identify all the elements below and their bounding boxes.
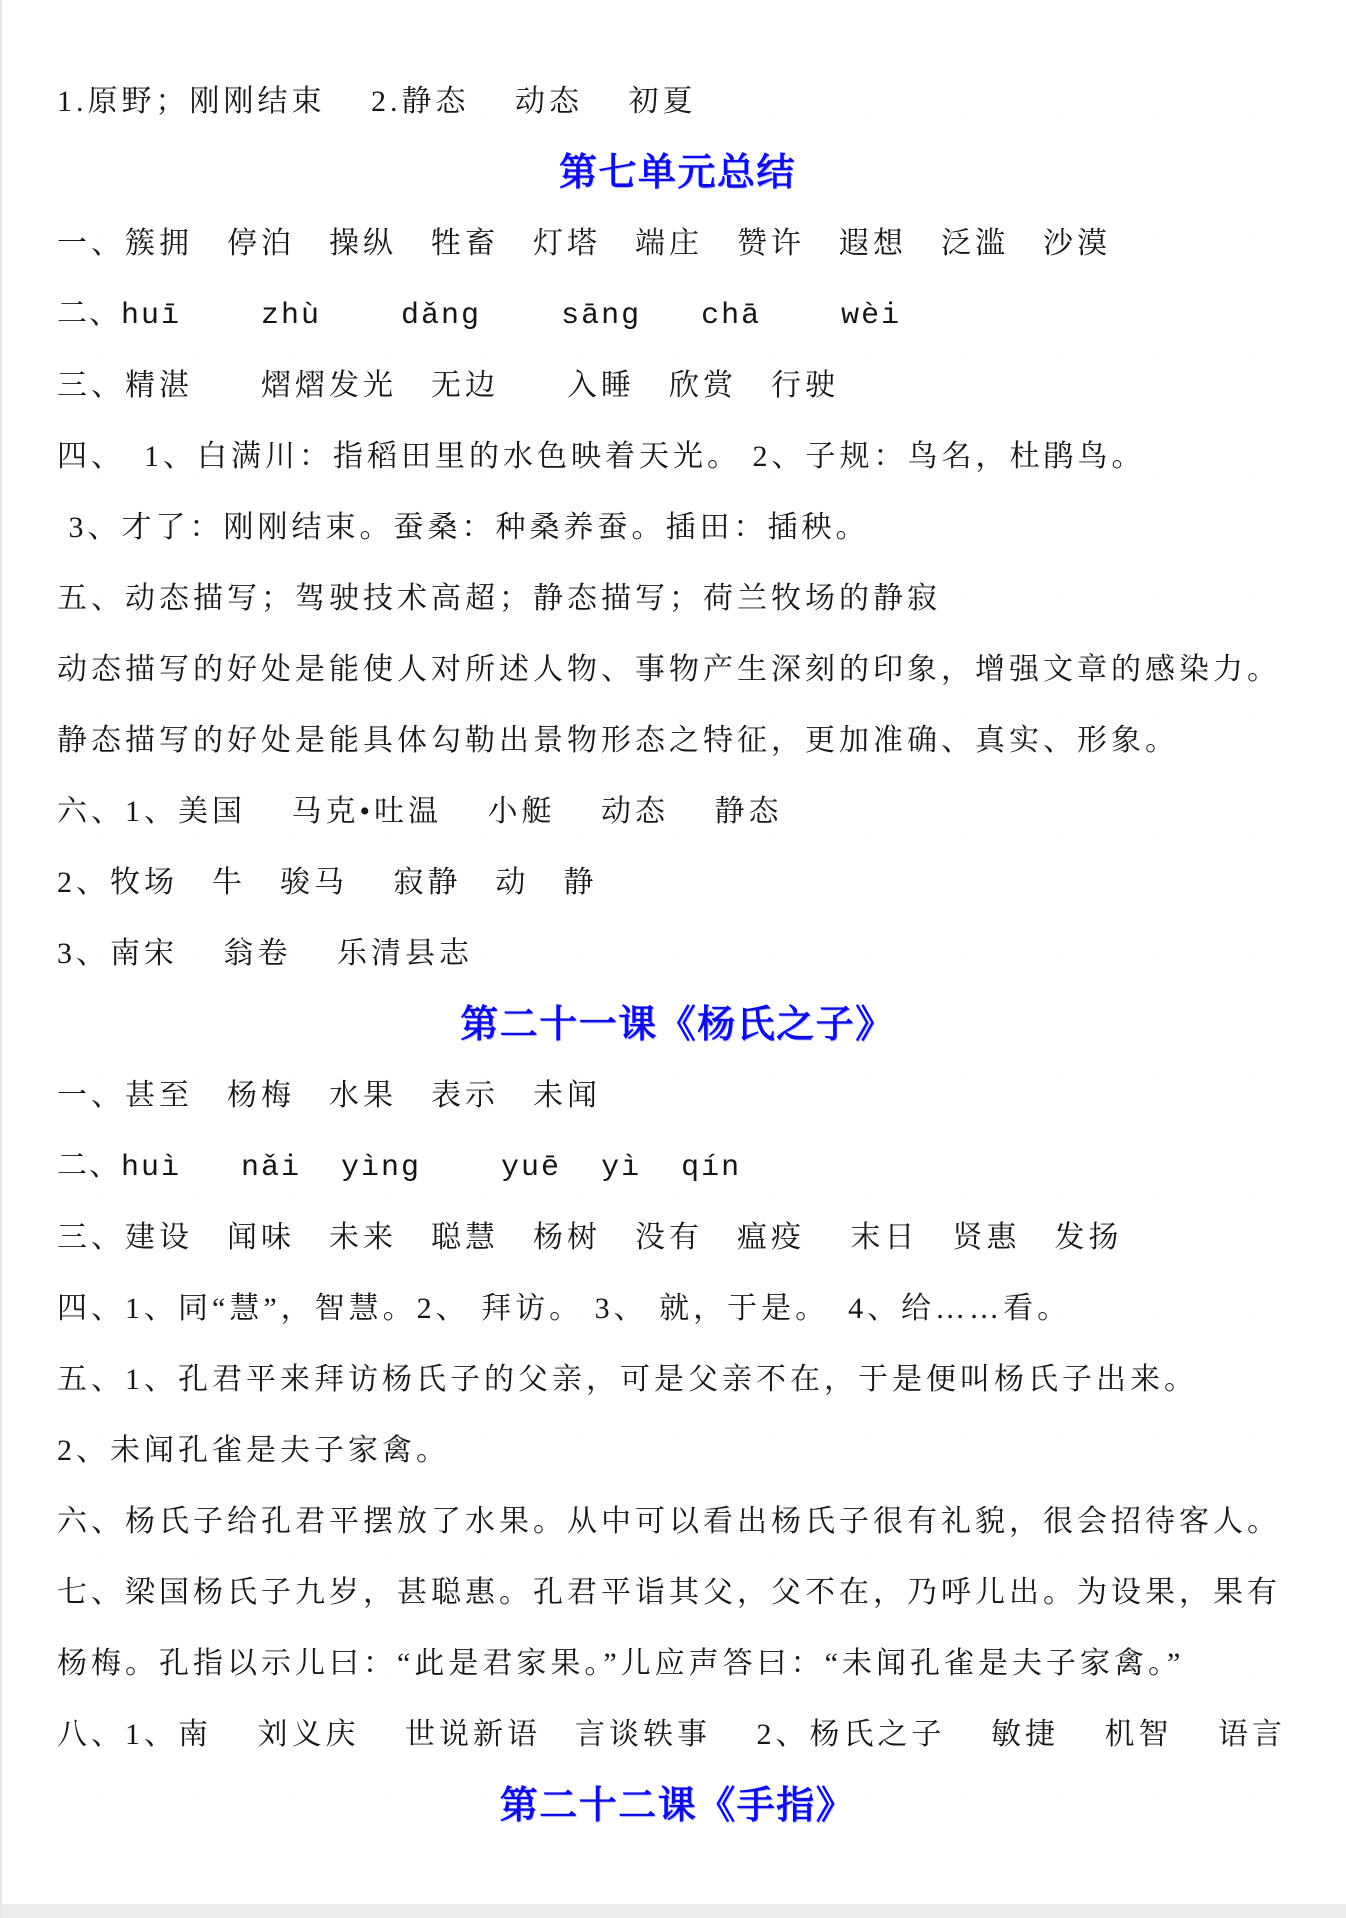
answer-line: 八、1、南 刘义庆 世说新语 言谈轶事 2、杨氏之子 敏捷 机智 语言 <box>57 1717 1286 1751</box>
answer-line: 六、1、美国 马克•吐温 小艇 动态 静态 <box>57 794 783 828</box>
document-body <box>2 0 1346 1837</box>
answer-line: 五、1、孔君平来拜访杨氏子的父亲，可是父亲不在，于是便叫杨氏子出来。 <box>57 1362 1198 1396</box>
answer-line: 三、建设 闻味 未来 聪慧 杨树 没有 瘟疫 末日 贤惠 发扬 <box>57 1220 1123 1254</box>
answer-line: 四、1、同“慧”，智慧。2、 拜访。 3、 就，于是。 4、给……看。 <box>57 1291 1072 1325</box>
answer-line: 杨梅。孔指以示儿曰：“此是君家果。”儿应声答曰：“未闻孔雀是夫子家禽。” <box>57 1646 1185 1680</box>
page-bottom-edge <box>2 1904 1346 1918</box>
section-heading: 第二十二课《手指》 <box>499 1785 856 1827</box>
answer-line: 2、牧场 牛 骏马 寂静 动 静 <box>57 865 598 899</box>
answer-line: 六、杨氏子给孔君平摆放了水果。从中可以看出杨氏子很有礼貌，很会招待客人。 <box>57 1504 1281 1538</box>
section-heading: 第二十一课《杨氏之子》 <box>460 1004 895 1046</box>
answer-line: 一、甚至 杨梅 水果 表示 未闻 <box>57 1078 601 1112</box>
answer-line: 一、簇拥 停泊 操纵 牲畜 灯塔 端庄 赞许 遐想 泛滥 沙漠 <box>57 226 1111 260</box>
pinyin-answer-line: 二、huì nǎi yìng yuē yì qín <box>57 1151 742 1185</box>
answer-line: 动态描写的好处是能使人对所述人物、事物产生深刻的印象，增强文章的感染力。 <box>57 652 1281 686</box>
answer-line: 1.原野；刚刚结束 2.静态 动态 初夏 <box>57 84 697 118</box>
answer-line: 3、才了：刚刚结束。蚕桑：种桑养蚕。插田：插秧。 <box>57 510 870 544</box>
answer-line: 2、未闻孔雀是夫子家禽。 <box>57 1433 450 1467</box>
answer-line: 三、精湛 熠熠发光 无边 入睡 欣赏 行驶 <box>57 368 839 402</box>
answer-line: 五、动态描写；驾驶技术高超；静态描写；荷兰牧场的静寂 <box>57 581 941 615</box>
answer-line: 静态描写的好处是能具体勾勒出景物形态之特征，更加准确、真实、形象。 <box>57 723 1179 757</box>
answer-line: 四、 1、白满川：指稻田里的水色映着天光。 2、子规：鸟名，杜鹃鸟。 <box>57 439 1146 473</box>
section-heading: 第七单元总结 <box>558 152 796 194</box>
answer-line: 七、梁国杨氏子九岁，甚聪惠。孔君平诣其父，父不在，乃呼儿出。为设果，果有 <box>57 1575 1281 1609</box>
answer-line: 3、南宋 翁卷 乐清县志 <box>57 936 473 970</box>
pinyin-answer-line: 二、huī zhù dǎng sāng chā wèi <box>57 299 902 333</box>
